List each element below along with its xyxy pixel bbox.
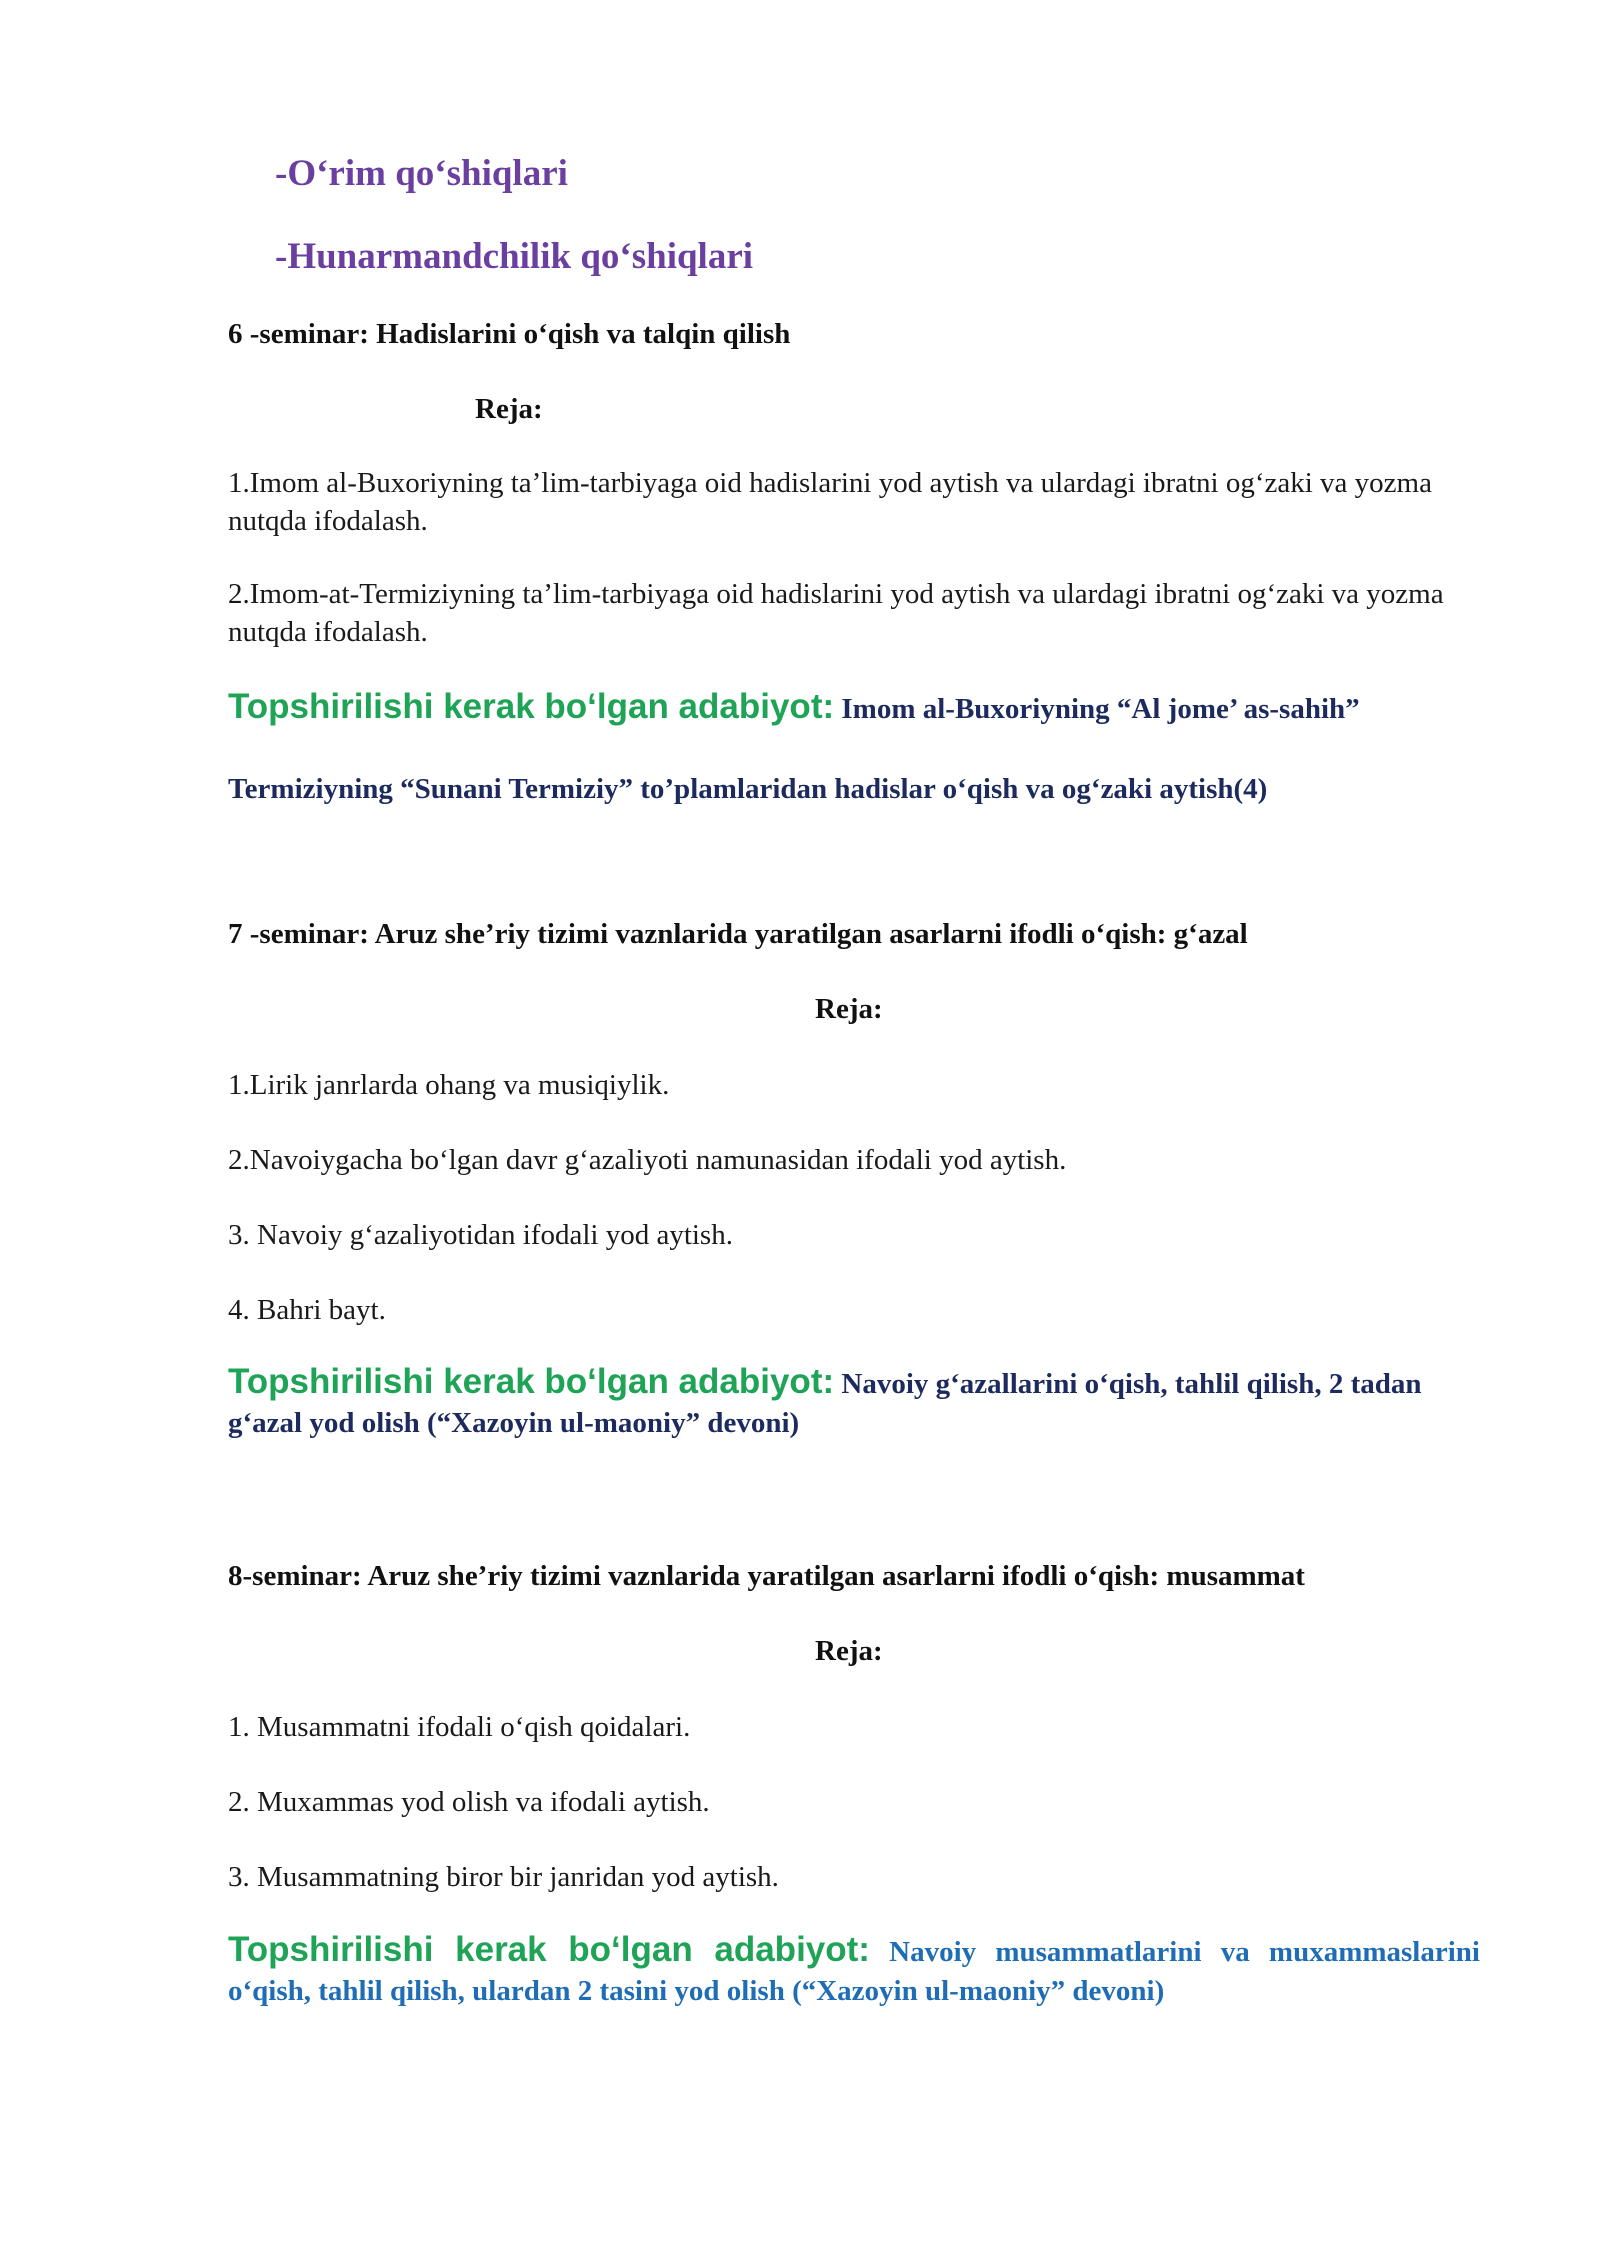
seminar6-literature-continued: Termiziyning “Sunani Termiziy” to’plamlaridan hadislar o‘qish va og‘zaki aytish(4) [228, 773, 1268, 805]
seminar6-literature [228, 687, 1480, 729]
literature-label: Topshirilishi kerak bo‘lgan adabiyot: [228, 1930, 870, 1969]
seminar8-plan-item: 2. Muxammas yod olish va ifodali aytish. [228, 1786, 710, 1818]
literature-text: Navoiy g‘azallarini o‘qish, tahlil qilish, 2 tadan g‘azal yod olish (“Xazoyin ul-maoniy” devoni) [228, 1368, 1422, 1439]
seminar6-title: 6 -seminar: Hadislarini o‘qish va talqin qilish [228, 318, 791, 350]
literature-text: Navoiy musammatlarini va muxammaslarini o‘qish, tahlil qilish, ulardan 2 tasini yod olish (“Xazoyin ul-maoniy” devoni) [228, 1936, 1480, 2007]
seminar8-title: 8-seminar: Aruz she’riy tizimi vaznlarida yaratilgan asarlarni ifodli o‘qish: musammat [228, 1560, 1305, 1592]
literature-text: Imom al-Buxoriyning “Al jome’ as-sahih” [834, 693, 1360, 725]
seminar7-plan-label: Reja: [815, 993, 883, 1025]
seminar8-plan-item: 3. Musammatning biror bir janridan yod aytish. [228, 1861, 779, 1893]
seminar7-plan-item: 2.Navoiygacha bo‘lgan davr g‘azaliyoti namunasidan ifodali yod aytish. [228, 1144, 1067, 1176]
seminar7-plan-item: 1.Lirik janrlarda ohang va musiqiylik. [228, 1069, 670, 1101]
seminar6-plan-label: Reja: [475, 393, 543, 425]
seminar6-plan-item: 1.Imom al-Buxoriyning ta’lim-tarbiyaga oid hadislarini yod aytish va ulardagi ibratni og‘zaki va yozma nutqda ifodalash. [228, 467, 1432, 537]
seminar7-plan-item: 4. Bahri bayt. [228, 1294, 386, 1326]
seminar7-title: 7 -seminar: Aruz she’riy tizimi vaznlarida yaratilgan asarlarni ifodli o‘qish: g‘azal [228, 918, 1248, 950]
seminar8-plan-item: 1. Musammatni ifodali o‘qish qoidalari. [228, 1711, 691, 1743]
seminar8-plan-label: Reja: [815, 1635, 883, 1667]
seminar7-literature [228, 1362, 1480, 1443]
literature-label: Topshirilishi kerak bo‘lgan adabiyot: [228, 687, 835, 726]
literature-label: Topshirilishi kerak bo‘lgan adabiyot: [228, 1362, 835, 1401]
intro-item-2: -Hunarmandchilik qo‘shiqlari [275, 236, 754, 277]
seminar8-literature [228, 1930, 1480, 2011]
seminar7-plan-item: 3. Navoiy g‘azaliyotidan ifodali yod aytish. [228, 1219, 733, 1251]
seminar6-plan-item: 2.Imom-at-Termiziyning ta’lim-tarbiyaga oid hadislarini yod aytish va ulardagi ibratni og‘zaki va yozma nutqda ifodalash. [228, 578, 1444, 648]
intro-item-1: -O‘rim qo‘shiqlari [275, 153, 568, 194]
